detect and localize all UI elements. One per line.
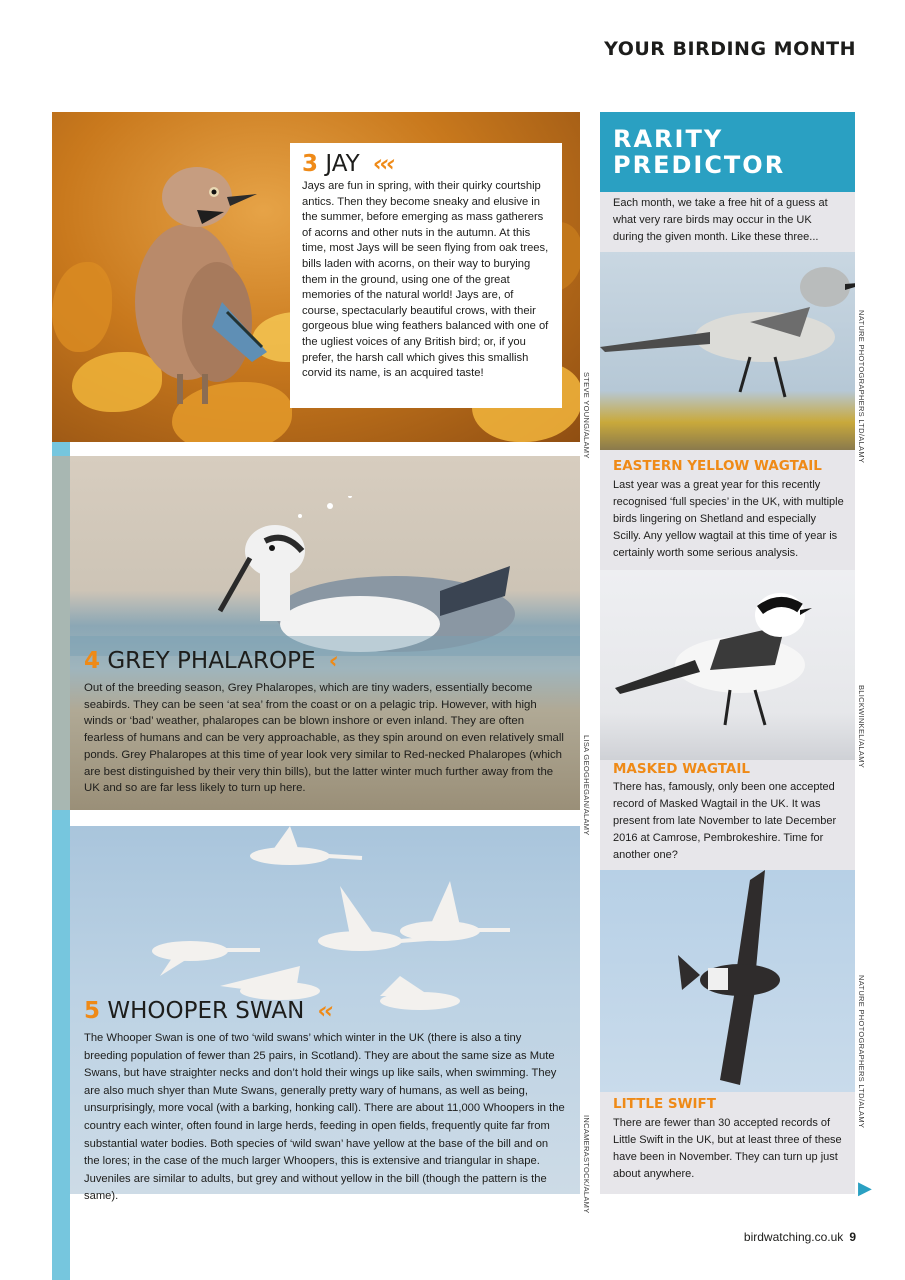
rating-chevron-icon: ‹	[328, 648, 336, 674]
rarity-bird-description: There are fewer than 30 accepted records of Little Swift in the UK, but at least three of these have been in November. They can turn up just about anywhere.	[613, 1117, 842, 1180]
phalarope-text-block	[70, 648, 580, 797]
phalarope-photo-credit: LISA GEOGHEGAN/ALAMY	[582, 735, 591, 836]
jay-body-text: Jays are fun in spring, with their quirky courtship antics. Then they become sneaky and elusive in the summer, before emerging as mass gatherers of acorns and other nuts in the autumn. At this time, most Jays will be seen flying from oak trees, bills laden with acorns, on their way to burying them in the ground, using one of the great memories of the natural world! Jays are, of course, spectacularly beautiful crows, with their gorgeous blue wing feathers balanced with one of the ugliest voices of any British bird; or, if you prefer, the harsh call which gives this smallish corvid its name, is an acquired taste!	[302, 180, 549, 380]
footer-site-url: birdwatching.co.uk	[743, 1230, 844, 1244]
swan-photo-credit: INCAMERASTOCK/ALAMY	[582, 1115, 591, 1214]
rarity-photo-credit: NATURE PHOTOGRAPHERS LTD/ALAMY	[857, 310, 866, 464]
little-swift-photo	[600, 870, 855, 1092]
rarity-photo-credit: NATURE PHOTOGRAPHERS LTD/ALAMY	[857, 975, 866, 1129]
jay-text-box	[290, 143, 562, 408]
masked-wagtail-photo	[600, 570, 855, 760]
swan-text-block	[70, 998, 580, 1206]
swan-body-text: The Whooper Swan is one of two ‘wild swans’ which winter in the UK (there is also a tiny breeding population of fewer than 25 pairs, in Scotland). They are about the same size as Mute Swans, but have straighter necks and don’t hold their wings up like sails, when swimming. They are also much shyer than Mute Swans, generally pretty wary of humans, as well as being, unsurprisingly, more vocal (with a barking, honking call). There are about 11,000 Whoopers in the country each winter, often found in large herds, feeding in open fields, frequently quite far from substantial water bodies. Both species of ‘wild swan’ have yellow at the base of the bill and on the lores; in the case of the much larger Whoopers, this is extensive and triangular in shape. Juveniles are similar to adults, but grey and without yellow in the bill (though the pattern is the same).	[84, 1032, 565, 1203]
left-strip-grey-segment	[52, 456, 70, 810]
phalarope-body-text: Out of the breeding season, Grey Phalaropes, which are tiny waders, essentially become seabirds. They can be seen ‘at sea’ from the coast or on a pelagic trip. However, with high winds or ‘bad’ weather, phalaropes can be blown inshore or even inland. They are often fearless of humans and can be very approachable, as they spin around on even relatively small ponds. Grey Phalaropes at this time of year look very similar to Red-necked Phalaropes (which are best distinguished by their very thin bills), but the latter winter much further away from the UK and so are far less likely to turn up here.	[84, 682, 564, 795]
swan-heading	[84, 998, 566, 1024]
rating-chevrons-icon: ‹‹‹	[373, 151, 393, 177]
jay-name: JAY	[325, 151, 360, 177]
jay-photo-credit: STEVE YOUNG/ALAMY	[582, 372, 591, 459]
rarity-bird-name: LITTLE SWIFT	[613, 1096, 716, 1112]
jay-heading	[302, 151, 550, 177]
swan-number: 5	[84, 998, 101, 1024]
wagtail-bird-illustration	[600, 252, 855, 450]
swan-name: WHOOPER SWAN	[107, 998, 305, 1024]
rating-chevrons-icon: ‹‹	[317, 998, 331, 1024]
little-swift-illustration	[600, 870, 855, 1092]
rarity-heading-line2: PREDICTOR	[613, 151, 786, 179]
phalarope-number: 4	[84, 648, 101, 674]
eastern-yellow-wagtail-photo	[600, 252, 855, 450]
swans-flock-illustration	[100, 826, 550, 1026]
continue-arrow-icon: ▶	[858, 1178, 872, 1198]
phalarope-heading	[84, 648, 566, 674]
jay-bird-illustration	[102, 152, 282, 412]
rarity-bird-description: There has, famously, only been one accepted record of Masked Wagtail in the UK. It was present from late November to late December 2016 at Camrose, Pembrokeshire. Time for another one?	[613, 781, 837, 861]
rarity-heading-line1: RARITY	[613, 125, 724, 153]
page-number: 9	[849, 1230, 856, 1244]
page-section-title: YOUR BIRDING MONTH	[604, 38, 856, 60]
masked-wagtail-illustration	[600, 570, 855, 760]
rarity-bird-name: EASTERN YELLOW WAGTAIL	[613, 458, 822, 474]
rarity-intro-text: Each month, we take a free hit of a guess at what very rare birds may occur in the UK during the given month. Like these three...	[613, 197, 828, 243]
rarity-photo-credit: BLICKWINKEL/ALAMY	[857, 685, 866, 769]
phalarope-name: GREY PHALAROPE	[107, 648, 316, 674]
page-footer	[620, 1230, 856, 1244]
jay-number: 3	[302, 151, 319, 177]
rarity-predictor-heading	[613, 126, 853, 178]
rarity-bird-description: Last year was a great year for this recently recognised ‘full species’ in the UK, with multiple birds lingering on Shetland and especially Scilly. Any yellow wagtail at this time of year is certainly worth some serious analysis.	[613, 479, 844, 559]
rarity-bird-name: MASKED WAGTAIL	[613, 761, 751, 777]
